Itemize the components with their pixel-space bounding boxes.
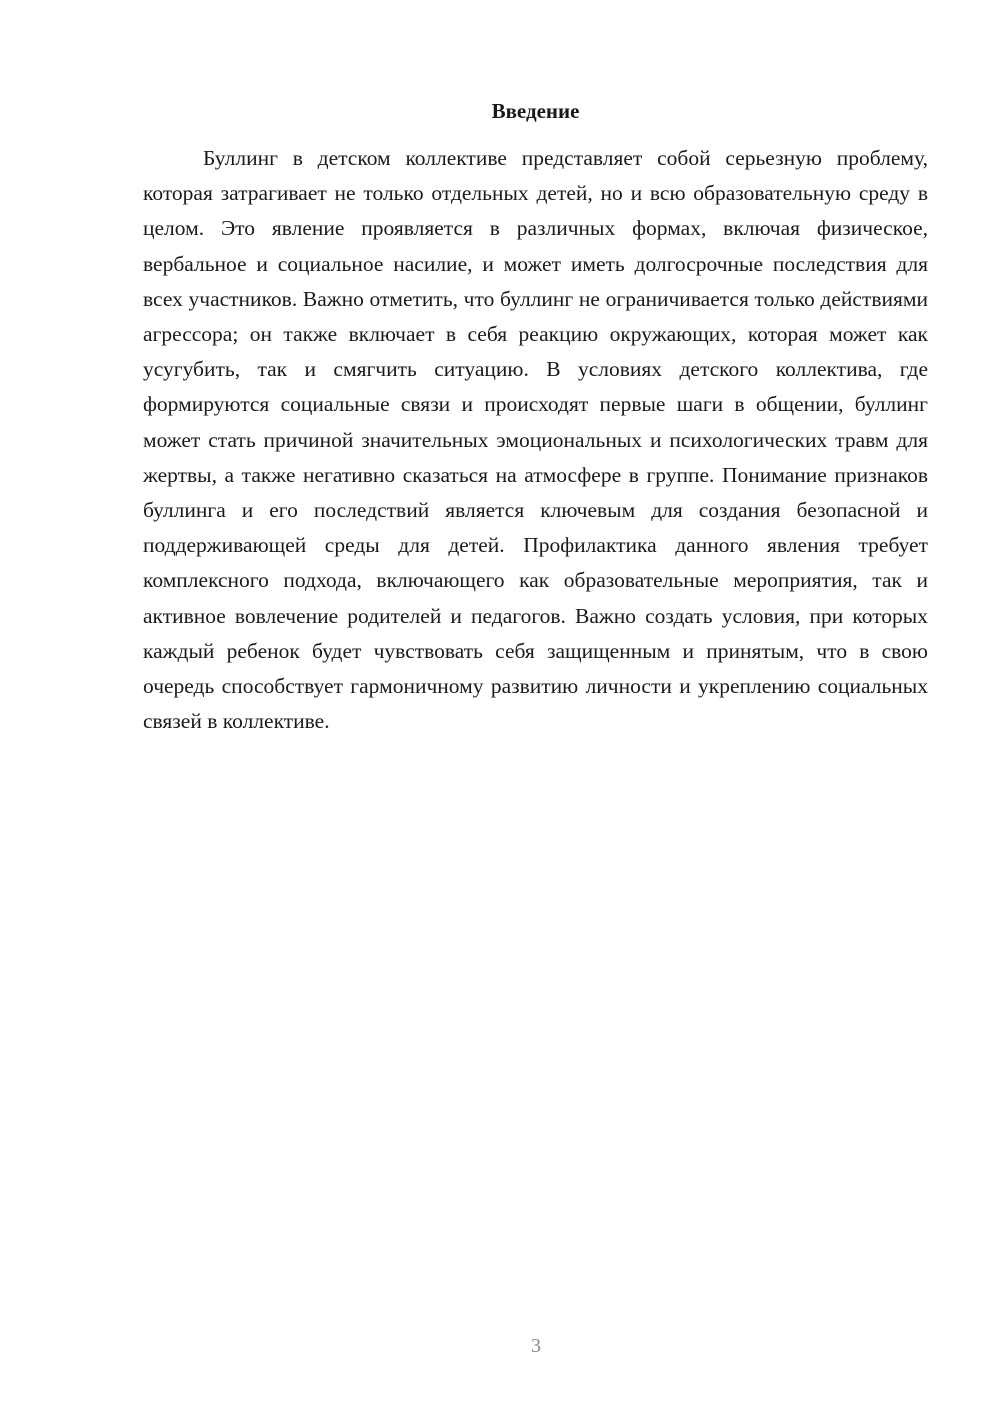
body-paragraph: Буллинг в детском коллективе представляет собой серьезную проблему, которая затрагивает не только отдельных детей, но и всю образовательную среду в целом. Это явление проявляется в различных формах, включая физическое, вербальное и социальное насилие, и может иметь долгосрочные последствия для всех участников. Важно отметить, что буллинг не ограничивается только действиями агрессора; он также включает в себя реакцию окружающих, которая может как усугубить, так и смягчить ситуацию. В условиях детского коллектива, где формируются социальные связи и происходят первые шаги в общении, буллинг может стать причиной значительных эмоциональных и психологических травм для жертвы, а также негативно сказаться на атмосфере в группе. Понимание признаков буллинга и его последствий является ключевым для создания безопасной и поддерживающей среды для детей. Профилактика данного явления требует комплексного подхода, включающего как образовательные мероприятия, так и активное вовлечение родителей и педагогов. Важно создать условия, при которых каждый ребенок будет чувствовать себя защищенным и принятым, что в свою очередь способствует гармоничному развитию личности и укреплению социальных связей в коллективе. [143, 146, 928, 734]
page-number: 3 [531, 1335, 541, 1357]
section-heading: Введение [491, 99, 580, 123]
